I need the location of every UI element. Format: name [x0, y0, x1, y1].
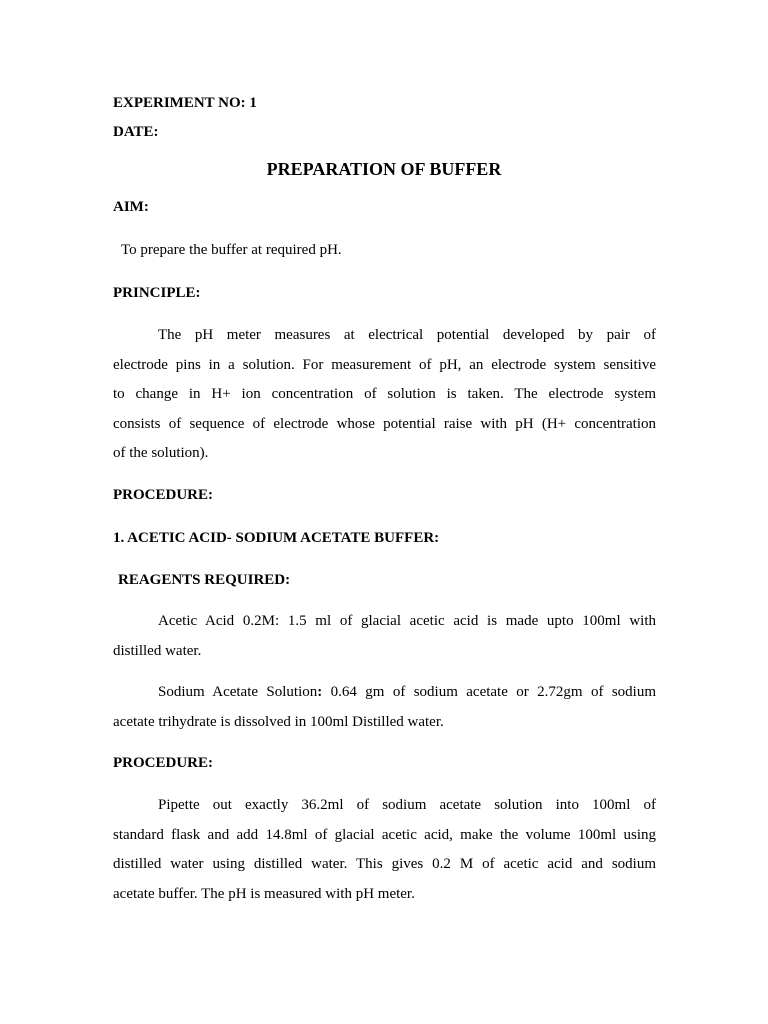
principle-line: of the solution).	[113, 445, 209, 461]
aim-heading: AIM:	[113, 199, 149, 215]
experiment-number: EXPERIMENT NO: 1	[113, 95, 257, 111]
acetic-acid-line: distilled water.	[113, 642, 202, 659]
aim-text: To prepare the buffer at required pH.	[121, 242, 342, 258]
principle-line: The pH meter measures at electrical potential developed by pair of	[158, 327, 656, 343]
sodium-acetate-paragraph	[113, 678, 656, 737]
procedure-line: distilled water using distilled water. This gives 0.2 M of acetic acid and sodium	[113, 856, 656, 872]
principle-line: to change in H+ ion concentration of solution is taken. The electrode system	[113, 386, 656, 402]
procedure-paragraph	[113, 791, 656, 909]
reagents-heading: REAGENTS REQUIRED:	[118, 572, 291, 588]
acetic-acid-paragraph	[113, 607, 656, 666]
page-title: PREPARATION OF BUFFER	[266, 159, 502, 179]
procedure-line: standard flask and add 14.8ml of glacial acetic acid, make the volume 100ml using	[113, 826, 656, 843]
sodium-acetate-line: acetate trihydrate is dissolved in 100ml Distilled water.	[113, 713, 444, 730]
sodium-acetate-line: Sodium Acetate Solution: 0.64 gm of sodium acetate or 2.72gm of sodium	[158, 684, 656, 700]
acetic-acid-line: Acetic Acid 0.2M: 1.5 ml of glacial acetic acid is made upto 100ml with	[158, 613, 656, 629]
principle-heading: PRINCIPLE:	[113, 285, 201, 301]
procedure-heading: PROCEDURE:	[113, 487, 213, 503]
date-label: DATE:	[113, 124, 159, 140]
procedure-line: acetate buffer. The pH is measured with pH meter.	[113, 885, 415, 902]
principle-paragraph	[113, 321, 656, 469]
section-heading-acetate-buffer: 1. ACETIC ACID- SODIUM ACETATE BUFFER:	[113, 530, 440, 546]
principle-line: consists of sequence of electrode whose potential raise with pH (H+ concentration	[113, 415, 656, 432]
procedure-line: Pipette out exactly 36.2ml of sodium acetate solution into 100ml of	[158, 797, 656, 813]
procedure-subheading: PROCEDURE:	[113, 755, 213, 771]
principle-line: electrode pins in a solution. For measurement of pH, an electrode system sensitive	[113, 356, 656, 373]
